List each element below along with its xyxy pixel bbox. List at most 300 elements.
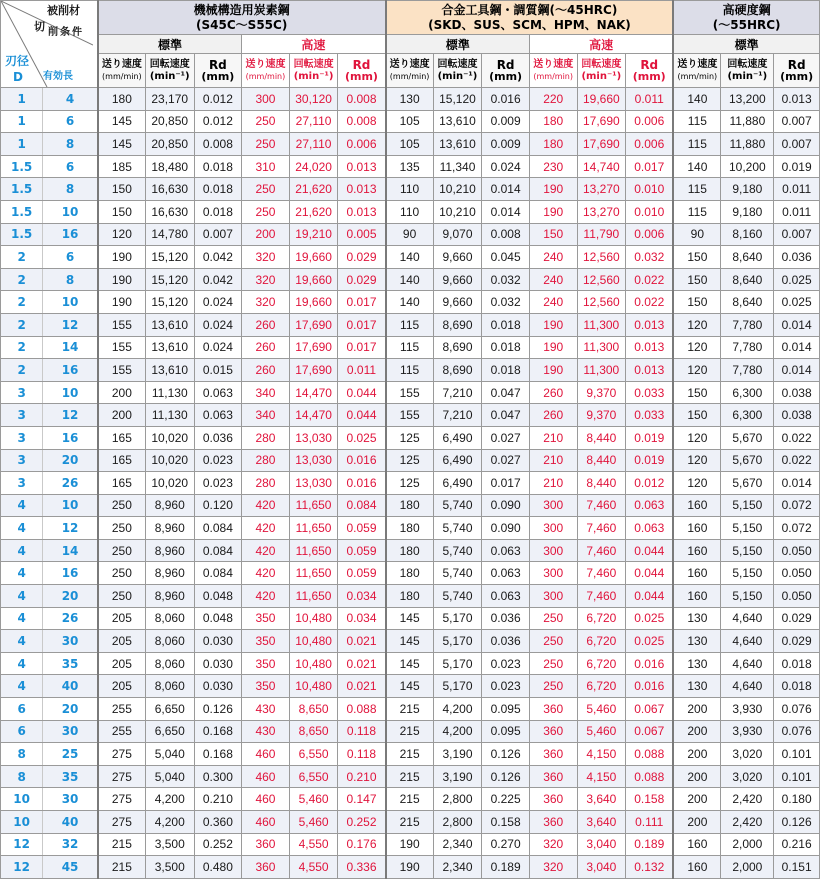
table-row — [1, 155, 820, 178]
table-cell: 0.059 — [338, 539, 386, 562]
table-cell: 350 — [242, 630, 290, 653]
diameter-cell: 1.5 — [1, 200, 43, 223]
table-cell: 20,850 — [145, 133, 194, 156]
table-row — [1, 585, 820, 608]
table-cell: 300 — [242, 88, 290, 111]
table-cell: 8,690 — [433, 336, 482, 359]
table-cell: 0.017 — [338, 336, 386, 359]
table-cell: 180 — [98, 88, 146, 111]
table-cell: 300 — [529, 517, 577, 540]
table-cell: 135 — [386, 155, 434, 178]
table-cell: 2,800 — [433, 788, 482, 811]
table-row — [1, 720, 820, 743]
effective-length-cell: 6 — [43, 110, 98, 133]
table-cell: 0.014 — [774, 359, 820, 382]
mode-standard: 標準 — [98, 35, 242, 54]
table-cell: 210 — [529, 449, 577, 472]
table-cell: 19,660 — [289, 268, 338, 291]
table-cell: 4,640 — [721, 607, 774, 630]
table-cell: 9,660 — [433, 246, 482, 269]
column-label: 送り速度 — [533, 58, 574, 70]
table-cell: 0.084 — [194, 562, 242, 585]
table-cell: 0.019 — [626, 449, 674, 472]
table-cell: 0.016 — [626, 675, 674, 698]
table-cell: 360 — [529, 788, 577, 811]
diameter-cell: 4 — [1, 539, 43, 562]
table-cell: 250 — [242, 200, 290, 223]
table-cell: 115 — [673, 200, 721, 223]
table-cell: 0.189 — [626, 833, 674, 856]
table-row — [1, 698, 820, 721]
table-row — [1, 426, 820, 449]
table-cell: 8,960 — [145, 517, 194, 540]
table-cell: 0.048 — [194, 607, 242, 630]
table-cell: 250 — [529, 652, 577, 675]
table-row — [1, 268, 820, 291]
table-row — [1, 833, 820, 856]
table-cell: 6,300 — [721, 381, 774, 404]
effective-length-cell: 16 — [43, 359, 98, 382]
table-cell: 215 — [386, 811, 434, 834]
table-cell: 0.025 — [626, 607, 674, 630]
table-cell: 0.017 — [626, 155, 674, 178]
table-cell: 0.050 — [774, 585, 820, 608]
diameter-cell: 2 — [1, 246, 43, 269]
table-cell: 5,170 — [433, 607, 482, 630]
table-cell: 205 — [98, 630, 146, 653]
table-cell: 0.008 — [338, 110, 386, 133]
table-cell: 0.025 — [774, 291, 820, 314]
table-cell: 350 — [242, 652, 290, 675]
table-cell: 155 — [98, 359, 146, 382]
table-cell: 115 — [673, 133, 721, 156]
table-cell: 0.180 — [774, 788, 820, 811]
table-cell: 460 — [242, 743, 290, 766]
table-cell: 115 — [673, 110, 721, 133]
table-cell: 0.006 — [626, 223, 674, 246]
table-cell: 0.063 — [482, 585, 530, 608]
table-cell: 0.101 — [774, 743, 820, 766]
table-cell: 0.059 — [338, 517, 386, 540]
table-cell: 210 — [529, 472, 577, 495]
col-rd-header — [338, 54, 386, 88]
table-cell: 0.189 — [482, 856, 530, 879]
diameter-cell: 2 — [1, 359, 43, 382]
table-cell: 0.084 — [194, 517, 242, 540]
mode-high-speed: 高速 — [529, 35, 673, 54]
table-cell: 215 — [386, 765, 434, 788]
column-label: Rd — [352, 57, 371, 72]
header-corner-cell — [1, 1, 98, 88]
column-unit: (mm/min) — [245, 71, 286, 81]
table-cell: 0.063 — [482, 562, 530, 585]
table-cell: 0.252 — [194, 833, 242, 856]
table-cell: 150 — [529, 223, 577, 246]
column-label: 送り速度 — [677, 58, 718, 70]
table-cell: 5,460 — [577, 698, 626, 721]
table-cell: 9,070 — [433, 223, 482, 246]
table-cell: 0.067 — [626, 698, 674, 721]
table-cell: 0.252 — [338, 811, 386, 834]
table-cell: 0.118 — [338, 743, 386, 766]
table-cell: 0.013 — [338, 178, 386, 201]
table-cell: 5,170 — [433, 630, 482, 653]
table-cell: 9,180 — [721, 178, 774, 201]
table-cell: 150 — [673, 291, 721, 314]
table-cell: 0.010 — [626, 178, 674, 201]
diameter-cell: 12 — [1, 833, 43, 856]
table-cell: 11,650 — [289, 539, 338, 562]
table-cell: 6,490 — [433, 449, 482, 472]
table-cell: 11,650 — [289, 585, 338, 608]
table-cell: 6,720 — [577, 630, 626, 653]
effective-length-cell: 20 — [43, 585, 98, 608]
table-cell: 0.084 — [194, 539, 242, 562]
table-cell: 430 — [242, 698, 290, 721]
table-cell: 0.007 — [774, 133, 820, 156]
table-cell: 140 — [386, 291, 434, 314]
table-cell: 7,210 — [433, 381, 482, 404]
diameter-cell: 1.5 — [1, 155, 43, 178]
table-cell: 430 — [242, 720, 290, 743]
effective-length-cell: 6 — [43, 246, 98, 269]
table-cell: 4,640 — [721, 675, 774, 698]
column-unit: (mm) — [780, 69, 814, 83]
table-cell: 7,780 — [721, 359, 774, 382]
table-cell: 0.147 — [338, 788, 386, 811]
effective-length-cell: 26 — [43, 472, 98, 495]
table-cell: 120 — [673, 426, 721, 449]
table-cell: 0.016 — [626, 652, 674, 675]
column-unit: (mm/min) — [102, 71, 142, 81]
table-cell: 0.063 — [194, 404, 242, 427]
table-cell: 6,550 — [289, 765, 338, 788]
table-cell: 115 — [673, 178, 721, 201]
table-cell: 0.024 — [482, 155, 530, 178]
table-cell: 0.063 — [194, 381, 242, 404]
diameter-cell: 1.5 — [1, 223, 43, 246]
table-cell: 255 — [98, 698, 146, 721]
table-cell: 11,880 — [721, 110, 774, 133]
table-cell: 0.014 — [482, 200, 530, 223]
table-cell: 8,960 — [145, 539, 194, 562]
table-cell: 0.018 — [194, 178, 242, 201]
table-cell: 0.018 — [194, 155, 242, 178]
table-cell: 0.005 — [338, 223, 386, 246]
diameter-cell: 6 — [1, 720, 43, 743]
col-rd-header — [482, 54, 530, 88]
table-cell: 8,960 — [145, 562, 194, 585]
table-cell: 4,200 — [145, 788, 194, 811]
table-cell: 6,490 — [433, 426, 482, 449]
table-row — [1, 765, 820, 788]
table-cell: 0.090 — [482, 517, 530, 540]
table-cell: 145 — [98, 133, 146, 156]
table-cell: 145 — [386, 630, 434, 653]
table-cell: 125 — [386, 449, 434, 472]
table-cell: 16,630 — [145, 178, 194, 201]
table-row — [1, 359, 820, 382]
table-cell: 5,740 — [433, 539, 482, 562]
column-label: 回転速度 — [437, 58, 478, 70]
table-cell: 9,660 — [433, 268, 482, 291]
table-cell: 0.168 — [194, 720, 242, 743]
table-cell: 110 — [386, 200, 434, 223]
table-cell: 19,660 — [289, 246, 338, 269]
table-cell: 7,460 — [577, 494, 626, 517]
effective-length-cell: 12 — [43, 517, 98, 540]
table-cell: 0.063 — [626, 494, 674, 517]
table-cell: 5,150 — [721, 517, 774, 540]
table-cell: 8,060 — [145, 630, 194, 653]
effective-length-cell: 45 — [43, 856, 98, 879]
table-cell: 300 — [529, 539, 577, 562]
table-cell: 0.047 — [482, 404, 530, 427]
effective-length-cell: 14 — [43, 336, 98, 359]
material-grade: (S45C〜S55C) — [196, 17, 288, 32]
table-cell: 360 — [529, 811, 577, 834]
table-cell: 4,150 — [577, 743, 626, 766]
table-cell: 130 — [673, 630, 721, 653]
table-cell: 250 — [242, 178, 290, 201]
table-cell: 2,420 — [721, 788, 774, 811]
effective-length-cell: 8 — [43, 178, 98, 201]
table-cell: 8,650 — [289, 698, 338, 721]
table-cell: 16,630 — [145, 200, 194, 223]
table-cell: 12,560 — [577, 291, 626, 314]
table-row — [1, 630, 820, 653]
table-cell: 5,670 — [721, 449, 774, 472]
diameter-cell: 3 — [1, 426, 43, 449]
table-cell: 180 — [386, 494, 434, 517]
table-cell: 5,460 — [289, 788, 338, 811]
table-cell: 20,850 — [145, 110, 194, 133]
table-cell: 215 — [98, 833, 146, 856]
column-label: 回転速度 — [581, 58, 622, 70]
table-cell: 3,500 — [145, 856, 194, 879]
material-header-carbon-steel — [98, 1, 386, 35]
table-cell: 5,460 — [289, 811, 338, 834]
table-cell: 0.021 — [338, 652, 386, 675]
table-cell: 0.009 — [482, 133, 530, 156]
table-cell: 0.033 — [626, 404, 674, 427]
table-cell: 115 — [386, 336, 434, 359]
table-cell: 0.025 — [338, 426, 386, 449]
table-cell: 8,060 — [145, 675, 194, 698]
table-cell: 0.013 — [626, 336, 674, 359]
diameter-cell: 10 — [1, 788, 43, 811]
diameter-cell: 2 — [1, 313, 43, 336]
table-cell: 0.088 — [626, 743, 674, 766]
column-label: 回転速度 — [293, 58, 334, 70]
diameter-cell: 1.5 — [1, 178, 43, 201]
table-cell: 7,460 — [577, 585, 626, 608]
effective-length-cell: 10 — [43, 381, 98, 404]
table-cell: 155 — [386, 404, 434, 427]
column-label: 送り速度 — [389, 58, 430, 70]
table-cell: 160 — [673, 856, 721, 879]
table-cell: 14,470 — [289, 381, 338, 404]
table-cell: 205 — [98, 607, 146, 630]
table-cell: 0.018 — [482, 359, 530, 382]
table-cell: 90 — [386, 223, 434, 246]
table-cell: 0.038 — [774, 404, 820, 427]
table-cell: 0.076 — [774, 720, 820, 743]
table-cell: 140 — [673, 155, 721, 178]
diameter-cell: 1 — [1, 88, 43, 111]
table-cell: 0.111 — [626, 811, 674, 834]
table-cell: 0.050 — [774, 562, 820, 585]
table-cell: 0.072 — [774, 517, 820, 540]
table-cell: 0.032 — [482, 268, 530, 291]
table-cell: 5,740 — [433, 517, 482, 540]
table-cell: 0.118 — [338, 720, 386, 743]
table-cell: 0.090 — [482, 494, 530, 517]
table-cell: 10,020 — [145, 449, 194, 472]
table-body — [1, 88, 820, 879]
table-cell: 0.480 — [194, 856, 242, 879]
table-cell: 8,060 — [145, 652, 194, 675]
table-cell: 165 — [98, 472, 146, 495]
table-cell: 250 — [98, 562, 146, 585]
table-cell: 320 — [529, 856, 577, 879]
column-label: 回転速度 — [727, 58, 768, 70]
table-row — [1, 381, 820, 404]
table-cell: 0.151 — [774, 856, 820, 879]
table-cell: 6,650 — [145, 698, 194, 721]
table-cell: 320 — [242, 291, 290, 314]
column-unit: (min⁻¹) — [581, 70, 622, 82]
table-cell: 19,210 — [289, 223, 338, 246]
table-cell: 420 — [242, 585, 290, 608]
table-cell: 13,270 — [577, 200, 626, 223]
table-cell: 120 — [673, 359, 721, 382]
table-cell: 12,560 — [577, 246, 626, 269]
effective-length-cell: 10 — [43, 494, 98, 517]
table-cell: 0.095 — [482, 720, 530, 743]
effective-length-cell: 40 — [43, 811, 98, 834]
table-cell: 0.063 — [626, 517, 674, 540]
table-cell: 5,150 — [721, 562, 774, 585]
table-cell: 0.023 — [482, 675, 530, 698]
table-cell: 2,340 — [433, 856, 482, 879]
diameter-cell: 12 — [1, 856, 43, 879]
table-cell: 0.225 — [482, 788, 530, 811]
table-cell: 275 — [98, 765, 146, 788]
col-rpm-header — [577, 54, 626, 88]
table-cell: 0.029 — [774, 607, 820, 630]
effective-length-cell: 8 — [43, 133, 98, 156]
table-cell: 0.021 — [338, 675, 386, 698]
table-cell: 165 — [98, 449, 146, 472]
table-cell: 0.158 — [482, 811, 530, 834]
table-cell: 0.006 — [626, 133, 674, 156]
table-cell: 280 — [242, 472, 290, 495]
effective-length-label: 有効長 — [43, 71, 73, 82]
table-row — [1, 472, 820, 495]
column-unit: (mm) — [489, 69, 523, 83]
table-cell: 10,480 — [289, 675, 338, 698]
table-cell: 13,270 — [577, 178, 626, 201]
table-cell: 0.024 — [194, 313, 242, 336]
table-cell: 180 — [386, 562, 434, 585]
column-unit: (mm/min) — [677, 71, 718, 81]
table-row — [1, 675, 820, 698]
table-cell: 260 — [242, 313, 290, 336]
table-cell: 0.012 — [626, 472, 674, 495]
table-cell: 360 — [242, 856, 290, 879]
diameter-cell: 2 — [1, 336, 43, 359]
table-cell: 11,130 — [145, 381, 194, 404]
table-cell: 300 — [529, 562, 577, 585]
table-cell: 0.044 — [626, 539, 674, 562]
table-cell: 6,300 — [721, 404, 774, 427]
table-cell: 3,020 — [721, 743, 774, 766]
table-cell: 5,170 — [433, 652, 482, 675]
table-cell: 0.048 — [194, 585, 242, 608]
table-cell: 0.044 — [338, 404, 386, 427]
column-unit: (mm) — [344, 69, 378, 83]
diameter-cell: 8 — [1, 765, 43, 788]
diameter-cell: 4 — [1, 652, 43, 675]
table-cell: 13,610 — [145, 313, 194, 336]
table-cell: 0.013 — [338, 155, 386, 178]
table-cell: 190 — [529, 178, 577, 201]
table-cell: 9,370 — [577, 404, 626, 427]
column-unit: (mm/min) — [389, 71, 430, 81]
table-cell: 260 — [242, 359, 290, 382]
diameter-cell: 4 — [1, 517, 43, 540]
table-cell: 275 — [98, 811, 146, 834]
table-cell: 180 — [386, 585, 434, 608]
table-cell: 10,210 — [433, 178, 482, 201]
table-cell: 160 — [673, 494, 721, 517]
table-cell: 0.013 — [626, 313, 674, 336]
table-cell: 360 — [529, 720, 577, 743]
col-rpm-header — [289, 54, 338, 88]
table-cell: 190 — [529, 313, 577, 336]
table-cell: 260 — [242, 336, 290, 359]
diameter-cell: 2 — [1, 291, 43, 314]
table-cell: 275 — [98, 788, 146, 811]
table-cell: 7,780 — [721, 313, 774, 336]
table-cell: 0.210 — [338, 765, 386, 788]
effective-length-cell: 16 — [43, 223, 98, 246]
table-cell: 0.008 — [194, 133, 242, 156]
table-cell: 120 — [98, 223, 146, 246]
table-cell: 0.059 — [338, 562, 386, 585]
col-rpm-header — [433, 54, 482, 88]
table-cell: 0.027 — [482, 426, 530, 449]
table-cell: 0.044 — [626, 562, 674, 585]
table-cell: 145 — [98, 110, 146, 133]
table-cell: 0.023 — [482, 652, 530, 675]
table-cell: 0.012 — [194, 110, 242, 133]
table-cell: 0.336 — [338, 856, 386, 879]
table-cell: 0.007 — [774, 223, 820, 246]
table-cell: 0.009 — [482, 110, 530, 133]
table-cell: 250 — [98, 494, 146, 517]
table-row — [1, 539, 820, 562]
table-cell: 340 — [242, 404, 290, 427]
table-cell: 120 — [673, 449, 721, 472]
table-cell: 0.011 — [338, 359, 386, 382]
table-cell: 220 — [529, 88, 577, 111]
diameter-cell: 6 — [1, 698, 43, 721]
column-unit: (min⁻¹) — [149, 70, 190, 82]
table-cell: 3,640 — [577, 811, 626, 834]
table-row — [1, 811, 820, 834]
